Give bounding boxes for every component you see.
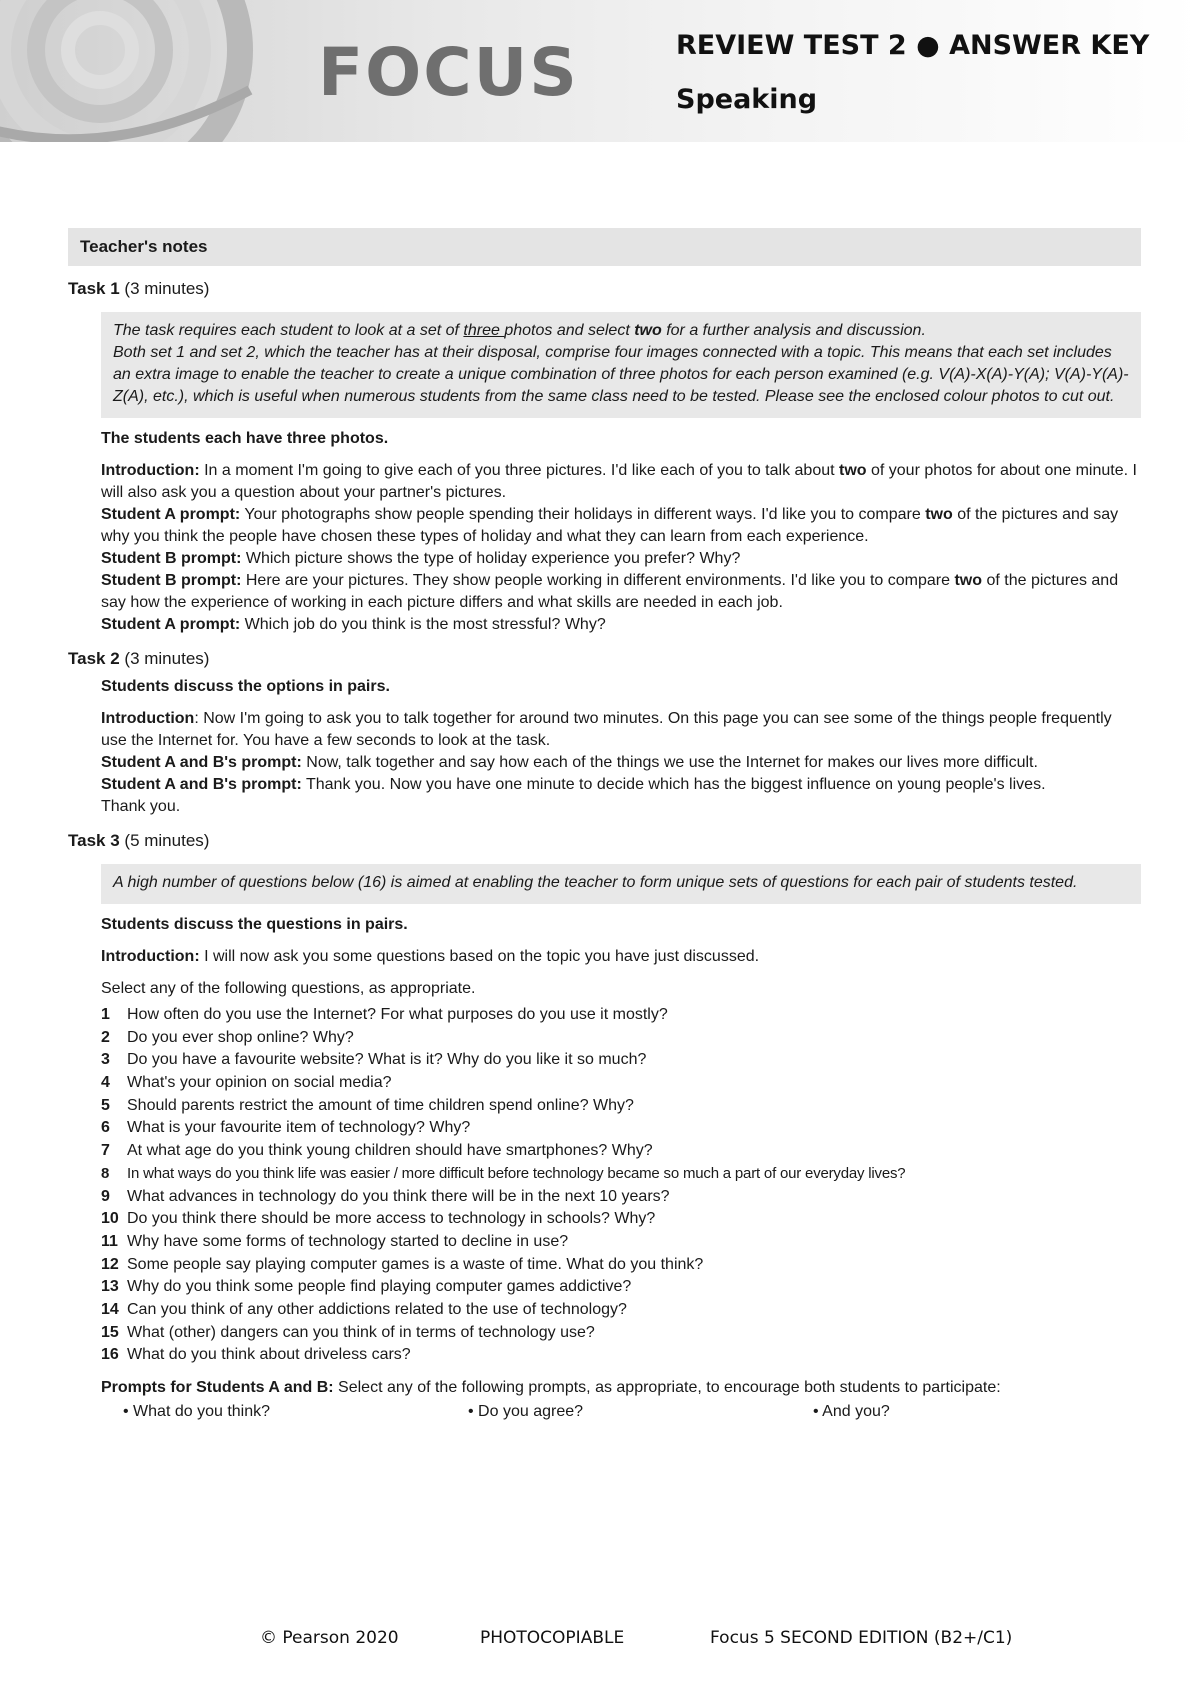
document-title: REVIEW TEST 2 ● ANSWER KEY <box>676 30 1150 61</box>
task-2-subheading: Students discuss the options in pairs. <box>101 678 390 695</box>
page-header <box>0 0 1200 142</box>
question-item: 12 Some people say playing computer games is a waste of time. What do you think? <box>101 1255 704 1273</box>
task-2-heading <box>68 646 1141 672</box>
task-1-label: Task 1 <box>68 279 120 298</box>
question-item: 2 Do you ever shop online? Why? <box>101 1028 354 1046</box>
task-2-prompt-2: Student A and B's prompt: Thank you. Now you have one minute to decide which has the biggest influence on young people's lives. <box>101 776 1046 793</box>
task-3-subheading: Students discuss the questions in pairs. <box>101 916 408 933</box>
task-3-introduction: Introduction: I will now ask you some questions based on the topic you have just discussed. <box>101 948 760 965</box>
task-2-duration: (3 minutes) <box>124 649 210 668</box>
question-item: 14 Can you think of any other addictions related to the use of technology? <box>101 1300 627 1318</box>
question-item: 8 In what ways do you think life was easier / more difficult before technology became so much a part of our everyday lives? <box>101 1164 906 1182</box>
question-item: 6 What is your favourite item of technology? Why? <box>101 1119 471 1137</box>
task-1-box-text: The task requires each student to look at a set of <box>113 322 464 339</box>
main-content <box>68 228 1141 1423</box>
task-3-info-box <box>101 864 1141 904</box>
prompt-bullets <box>123 1401 1141 1423</box>
footer-copyright: © Pearson 2020 <box>260 1628 399 1648</box>
task-1-box-text-c: for a further analysis and discussion. <box>661 322 926 339</box>
task-1-duration: (3 minutes) <box>124 279 210 298</box>
task-2-thanks: Thank you. <box>101 798 181 815</box>
document-subtitle: Speaking <box>676 84 818 115</box>
task-1-heading <box>68 276 1141 302</box>
question-item: 15 What (other) dangers can you think of in terms of technology use? <box>101 1323 595 1341</box>
question-item: 5 Should parents restrict the amount of time children spend online? Why? <box>101 1096 634 1114</box>
footer-photocopiable: PHOTOCOPIABLE <box>480 1628 625 1648</box>
question-item: 16 What do you think about driveless cars? <box>101 1346 411 1364</box>
question-item: 1 How often do you use the Internet? For what purposes do you use it mostly? <box>101 1006 668 1023</box>
task-1-box-line-2: Both set 1 and set 2, which the teacher has at their disposal, comprise four images connected with a topic. This means that each set includes an extra image to enable the teacher to create a unique combination of three photos for each person examined (e.g. V(A)-X(A)-Y(A); V(A)-Y(A)-Z(A), etc.), which is useful when numerous students from the same class need to be tested. Please see the enclosed colour photos to cut out. <box>113 344 1129 405</box>
task-3-box-text: A high number of questions below (16) is aimed at enabling the teacher to form unique sets of questions for each pair of students tested. <box>113 874 1078 891</box>
task-1-box-three: three <box>463 322 505 339</box>
task-1-introduction: Introduction: In a moment I'm going to give each of you three pictures. I'd like each of you to talk about two of your photos for about one minute. I will also ask you a question about your partner's pictures. <box>101 462 1137 501</box>
task-3-heading <box>68 828 1141 854</box>
task-3-label: Task 3 <box>68 831 120 850</box>
question-list <box>101 1004 1141 1367</box>
task-1-student-b-prompt-2: Student B prompt: Here are your pictures. They show people working in different environments. I'd like you to compare two of the pictures and say how the experience of working in each picture differs and what skills are needed in each job. <box>101 572 1119 611</box>
prompts-for-students: Prompts for Students A and B: Select any of the following prompts, as appropriate, to encourage both students to participate: <box>101 1379 1001 1396</box>
task-2-introduction: Introduction: Now I'm going to ask you to talk together for around two minutes. On this page you can see some of the things people frequently use the Internet for. You have a few seconds to look at the task. <box>101 710 1112 749</box>
task-1-student-a-prompt-2: Student A prompt: Which job do you think is the most stressful? Why? <box>101 616 606 633</box>
question-item: 9 What advances in technology do you think there will be in the next 10 years? <box>101 1187 670 1205</box>
question-item: 13 Why do you think some people find playing computer games addictive? <box>101 1278 632 1296</box>
task-1-student-b-prompt-1: Student B prompt: Which picture shows the type of holiday experience you prefer? Why? <box>101 550 741 567</box>
question-item: 7 At what age do you think young children should have smartphones? Why? <box>101 1142 653 1160</box>
question-item: 4 What's your opinion on social media? <box>101 1074 392 1092</box>
task-1-box-text-b: photos and select <box>504 322 635 339</box>
swirl-logo-graphic <box>0 0 270 142</box>
task-1-info-box <box>101 312 1141 418</box>
task-3-select-instruction: Select any of the following questions, as appropriate. <box>101 980 476 997</box>
question-item: 10 Do you think there should be more access to technology in schools? Why? <box>101 1210 656 1228</box>
focus-logo: FOCUS <box>318 34 579 111</box>
teachers-notes-heading: Teacher's notes <box>68 228 1141 266</box>
task-1-box-two: two <box>634 322 662 339</box>
task-2-label: Task 2 <box>68 649 120 668</box>
question-item: 11 Why have some forms of technology started to decline in use? <box>101 1232 569 1250</box>
bullet-and-you: • And you? <box>813 1403 890 1420</box>
task-1-student-a-prompt-1: Student A prompt: Your photographs show people spending their holidays in different ways. I'd like you to compare two of the pictures and say why you think the people have chosen these types of holiday and what they can learn from each experience. <box>101 506 1119 545</box>
task-3-duration: (5 minutes) <box>124 831 210 850</box>
bullet-what-do-you-think: • What do you think? <box>123 1403 271 1420</box>
bullet-do-you-agree: • Do you agree? <box>468 1403 584 1420</box>
task-1-subheading: The students each have three photos. <box>101 430 389 447</box>
footer-edition: Focus 5 SECOND EDITION (B2+/C1) <box>710 1628 1013 1648</box>
task-2-prompt-1: Student A and B's prompt: Now, talk together and say how each of the things we use the Internet for makes our lives more difficult. <box>101 754 1038 771</box>
question-item: 3 Do you have a favourite website? What is it? Why do you like it so much? <box>101 1051 647 1069</box>
